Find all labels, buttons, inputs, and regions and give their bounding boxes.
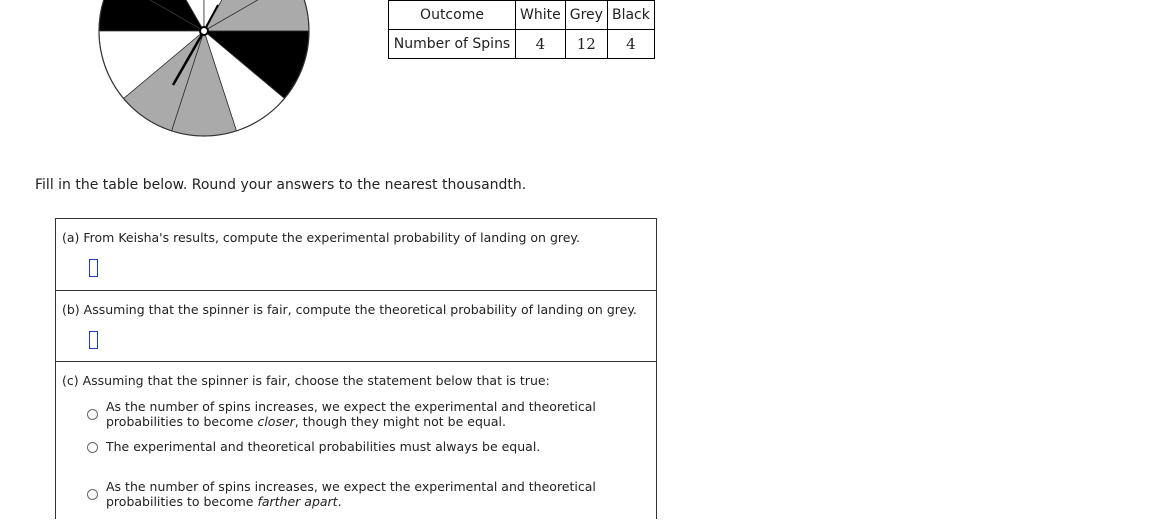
option-farther-line2-post: . <box>337 494 342 509</box>
question-a <box>56 219 656 291</box>
spinner-center <box>200 27 208 35</box>
question-b-text: (b) Assuming that the spinner is fair, compute the theoretical probability of landing on grey. <box>62 302 637 317</box>
option-closer-emphasis: closer <box>257 414 295 429</box>
outcome-col-grey: Grey <box>565 1 607 30</box>
spinner-sectors <box>99 0 309 136</box>
spins-row-label: Number of Spins <box>389 30 516 59</box>
spins-black: 4 <box>607 30 654 59</box>
outcome-col-black: Black <box>607 1 654 30</box>
outcome-header-label: Outcome <box>389 1 516 30</box>
question-b <box>56 291 656 362</box>
question-c-text: (c) Assuming that the spinner is fair, choose the statement below that is true: <box>62 373 550 388</box>
outcome-table <box>388 0 655 59</box>
questions-panel <box>55 218 657 519</box>
spins-white: 4 <box>516 30 566 59</box>
answer-a-input[interactable] <box>89 259 98 277</box>
answer-b-input[interactable] <box>89 331 98 349</box>
instruction-text: Fill in the table below. Round your answers to the nearest thousandth. <box>35 177 527 193</box>
option-closer-line1: As the number of spins increases, we expect the experimental and theoretical <box>106 399 596 414</box>
spins-grey: 12 <box>565 30 607 59</box>
option-equal-radio[interactable] <box>87 442 98 453</box>
option-farther-text[interactable] <box>106 479 606 509</box>
option-equal-text[interactable]: The experimental and theoretical probabilities must always be equal. <box>106 439 541 454</box>
spins-row <box>389 30 655 59</box>
spinner-wheel <box>95 0 313 140</box>
option-closer-line2-post: , though they might not be equal. <box>294 414 506 429</box>
option-closer-line2-pre: probabilities to become <box>106 414 258 429</box>
option-closer-text[interactable] <box>106 399 606 429</box>
outcome-col-white: White <box>516 1 566 30</box>
option-closer-radio[interactable] <box>87 409 98 420</box>
outcome-header-row <box>389 1 655 30</box>
question-a-text: (a) From Keisha's results, compute the experimental probability of landing on grey. <box>62 230 581 245</box>
question-c <box>56 362 656 522</box>
option-farther-radio[interactable] <box>87 489 98 500</box>
option-farther-line1: As the number of spins increases, we expect the experimental and theoretical <box>106 479 596 494</box>
option-farther-emphasis: farther apart <box>257 494 338 509</box>
option-farther-line2-pre: probabilities to become <box>106 494 258 509</box>
